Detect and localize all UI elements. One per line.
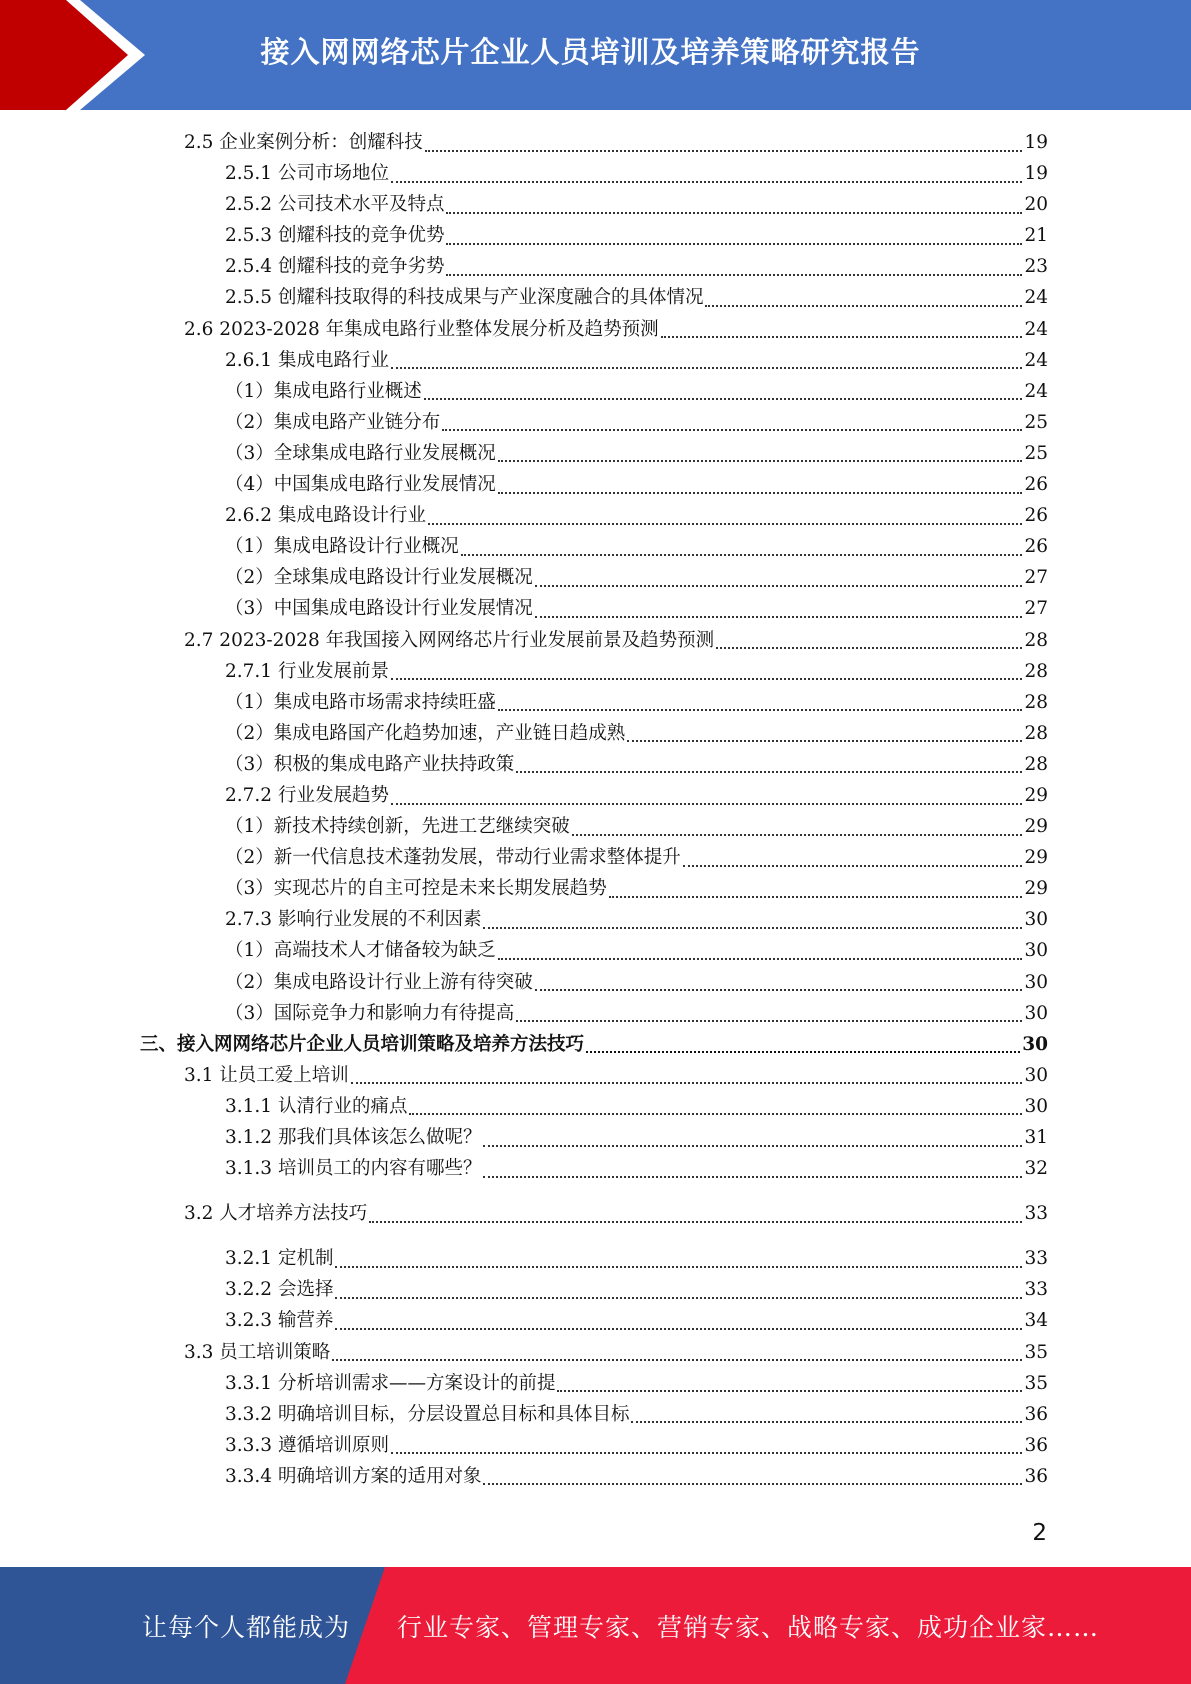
toc-entry[interactable] bbox=[140, 749, 1048, 780]
toc-entry-label: 三、接入网网络芯片企业人员培训策略及培养方法技巧 bbox=[140, 1033, 585, 1055]
toc-entry[interactable] bbox=[140, 935, 1048, 966]
toc-entry[interactable] bbox=[140, 998, 1048, 1029]
toc-entry[interactable] bbox=[140, 1153, 1048, 1184]
toc-entry[interactable] bbox=[140, 1274, 1048, 1305]
toc-entry-label: 3.3.2 明确培训目标，分层设置总目标和具体目标 bbox=[225, 1403, 630, 1425]
toc-entry-label: 2.5.1 公司市场地位 bbox=[225, 163, 389, 185]
toc-entry-label: （2）集成电路国产化趋势加速，产业链日趋成熟 bbox=[225, 722, 626, 744]
toc-dot-leader bbox=[335, 1297, 1022, 1299]
toc-entry[interactable] bbox=[140, 314, 1048, 345]
toc-entry-label: （2）新一代信息技术蓬勃发展，带动行业需求整体提升 bbox=[225, 847, 681, 869]
toc-dot-leader bbox=[335, 1266, 1022, 1268]
toc-entry-label: 2.7.1 行业发展前景 bbox=[225, 660, 389, 682]
toc-entry-page: 30 bbox=[1024, 1064, 1048, 1086]
toc-dot-leader bbox=[609, 896, 1023, 898]
toc-entry-label: 2.7.3 影响行业发展的不利因素 bbox=[225, 909, 482, 931]
toc-entry-label: （3）实现芯片的自主可控是未来长期发展趋势 bbox=[225, 878, 607, 900]
toc-dot-leader bbox=[705, 305, 1022, 307]
toc-entry-label: （2）集成电路设计行业上游有待突破 bbox=[225, 971, 533, 993]
toc-entry-page: 24 bbox=[1024, 349, 1048, 371]
toc-entry-label: （3）国际竞争力和影响力有待提高 bbox=[225, 1002, 515, 1024]
toc-entry-label: 2.6.2 集成电路设计行业 bbox=[225, 505, 426, 527]
toc-entry-label: 3.2.2 会选择 bbox=[225, 1279, 334, 1301]
toc-entry[interactable] bbox=[140, 1368, 1048, 1399]
toc-entry-page: 27 bbox=[1024, 567, 1048, 589]
toc-dot-leader bbox=[446, 212, 1022, 214]
toc-dot-leader bbox=[572, 834, 1023, 836]
toc-entry-label: （1）集成电路行业概述 bbox=[225, 380, 422, 402]
report-title: 接入网网络芯片企业人员培训及培养策略研究报告 bbox=[260, 34, 921, 69]
toc-entry[interactable] bbox=[140, 1122, 1048, 1153]
toc-dot-leader bbox=[483, 1145, 1022, 1147]
toc-entry[interactable] bbox=[140, 625, 1048, 656]
toc-entry-page: 19 bbox=[1024, 132, 1048, 153]
toc-entry-label: 3.2.1 定机制 bbox=[225, 1248, 334, 1270]
toc-entry-label: （1）高端技术人才储备较为缺乏 bbox=[225, 940, 496, 962]
toc-entry[interactable] bbox=[140, 842, 1048, 873]
toc-entry-page: 36 bbox=[1024, 1465, 1048, 1487]
toc-entry-label: 3.1.2 那我们具体该怎么做呢？ bbox=[225, 1127, 482, 1148]
toc-entry-page: 20 bbox=[1024, 194, 1048, 216]
toc-entry-label: 3.1.1 认清行业的痛点 bbox=[225, 1095, 408, 1117]
toc-entry-page: 23 bbox=[1024, 256, 1048, 278]
toc-entry-label: 3.3.3 遵循培训原则 bbox=[225, 1434, 389, 1456]
toc-entry-label: 3.3.4 明确培训方案的适用对象 bbox=[225, 1465, 482, 1487]
toc-entry-label: 2.5.3 创耀科技的竞争优势 bbox=[225, 225, 445, 247]
toc-entry-page: 34 bbox=[1024, 1310, 1048, 1332]
toc-entry[interactable] bbox=[140, 593, 1048, 624]
toc-dot-leader bbox=[351, 1082, 1023, 1084]
toc-entry[interactable] bbox=[140, 873, 1048, 904]
toc-entry[interactable] bbox=[140, 687, 1048, 718]
toc-dot-leader bbox=[683, 865, 1023, 867]
toc-entry-page: 19 bbox=[1024, 163, 1048, 185]
toc-entry-page: 29 bbox=[1024, 878, 1048, 900]
toc-entry[interactable] bbox=[140, 158, 1048, 189]
toc-entry[interactable] bbox=[140, 1198, 1048, 1229]
toc-entry[interactable] bbox=[140, 345, 1048, 376]
toc-entry-label: 3.2 人才培养方法技巧 bbox=[184, 1203, 368, 1225]
toc-dot-leader bbox=[498, 709, 1023, 711]
toc-entry[interactable] bbox=[140, 1399, 1048, 1430]
footer-slogan-left: 让每个人都能成为 bbox=[142, 1612, 351, 1642]
toc-entry-label: 3.1.3 培训员工的内容有哪些？ bbox=[225, 1158, 482, 1180]
toc-entry[interactable] bbox=[140, 1029, 1048, 1060]
toc-entry-page: 29 bbox=[1024, 816, 1048, 838]
toc-entry-label: 2.5 企业案例分析：创耀科技 bbox=[184, 132, 423, 153]
toc-dot-leader bbox=[631, 1421, 1022, 1423]
toc-entry-page: 28 bbox=[1024, 629, 1048, 651]
toc-dot-leader bbox=[369, 1221, 1022, 1223]
toc-dot-leader bbox=[498, 460, 1023, 462]
toc-dot-leader bbox=[498, 958, 1023, 960]
toc-dot-leader bbox=[391, 803, 1022, 805]
toc-entry[interactable] bbox=[140, 1305, 1048, 1336]
toc-entry[interactable] bbox=[140, 811, 1048, 842]
toc-entry[interactable] bbox=[140, 656, 1048, 687]
toc-entry-page: 28 bbox=[1024, 722, 1048, 744]
toc-entry-label: 3.1 让员工爱上培训 bbox=[184, 1064, 349, 1086]
toc-entry-page: 28 bbox=[1024, 691, 1048, 713]
toc-entry-page: 30 bbox=[1024, 1095, 1048, 1117]
toc-entry[interactable] bbox=[140, 376, 1048, 407]
toc-entry-label: （1）集成电路市场需求持续旺盛 bbox=[225, 691, 496, 713]
toc-entry-page: 31 bbox=[1024, 1127, 1048, 1148]
toc-entry[interactable] bbox=[140, 407, 1048, 438]
toc-dot-leader bbox=[535, 585, 1023, 587]
toc-dot-leader bbox=[446, 274, 1022, 276]
toc-entry[interactable] bbox=[140, 562, 1048, 593]
toc-entry-label: （4）中国集成电路行业发展情况 bbox=[225, 474, 496, 496]
toc-entry-page: 26 bbox=[1024, 474, 1048, 496]
toc-entry-page: 24 bbox=[1024, 380, 1048, 402]
page-header bbox=[0, 0, 1191, 110]
toc-dot-leader bbox=[661, 336, 1023, 338]
toc-entry-page: 29 bbox=[1024, 784, 1048, 806]
toc-entry[interactable] bbox=[140, 967, 1048, 998]
toc-entry-page: 33 bbox=[1024, 1279, 1048, 1301]
toc-entry-page: 25 bbox=[1024, 442, 1048, 464]
toc-dot-leader bbox=[332, 1359, 1022, 1361]
toc-dot-leader bbox=[428, 523, 1022, 525]
toc-dot-leader bbox=[424, 398, 1023, 400]
toc-entry-label: 2.7 2023-2028 年我国接入网网络芯片行业发展前景及趋势预测 bbox=[184, 629, 715, 651]
toc-entry-page: 35 bbox=[1024, 1372, 1048, 1394]
toc-dot-leader bbox=[461, 554, 1023, 556]
page-number: 2 bbox=[1032, 1520, 1047, 1546]
toc-entry-page: 30 bbox=[1024, 1002, 1048, 1024]
toc-entry-page: 26 bbox=[1024, 505, 1048, 527]
toc-entry-page: 24 bbox=[1024, 287, 1048, 309]
toc-dot-leader bbox=[498, 492, 1023, 494]
toc-dot-leader bbox=[483, 927, 1022, 929]
toc-entry[interactable] bbox=[140, 438, 1048, 469]
toc-entry[interactable] bbox=[140, 469, 1048, 500]
toc-entry-label: 3.3.1 分析培训需求——方案设计的前提 bbox=[225, 1372, 556, 1394]
toc-dot-leader bbox=[716, 647, 1022, 649]
toc-entry-label: 3.2.3 输营养 bbox=[225, 1310, 334, 1332]
toc-entry[interactable] bbox=[140, 500, 1048, 531]
toc-entry[interactable] bbox=[140, 1060, 1048, 1091]
page-footer bbox=[0, 1567, 1191, 1684]
toc-dot-leader bbox=[391, 367, 1022, 369]
toc-entry[interactable] bbox=[140, 282, 1048, 313]
toc-entry-page: 26 bbox=[1024, 536, 1048, 558]
toc-entry-page: 21 bbox=[1024, 225, 1048, 247]
toc-entry-page: 28 bbox=[1024, 753, 1048, 775]
toc-entry[interactable] bbox=[140, 189, 1048, 220]
toc-entry-page: 32 bbox=[1024, 1158, 1048, 1180]
toc-dot-leader bbox=[535, 989, 1023, 991]
toc-entry-page: 28 bbox=[1024, 660, 1048, 682]
toc-entry-label: 2.5.4 创耀科技的竞争劣势 bbox=[225, 256, 445, 278]
toc-entry-page: 30 bbox=[1022, 1033, 1048, 1055]
toc-entry[interactable] bbox=[140, 1430, 1048, 1461]
toc-entry-page: 24 bbox=[1024, 318, 1048, 340]
toc-dot-leader bbox=[586, 1051, 1020, 1053]
toc-entry[interactable] bbox=[140, 1243, 1048, 1274]
toc-entry-page: 36 bbox=[1024, 1434, 1048, 1456]
toc-entry[interactable] bbox=[140, 780, 1048, 811]
table-of-contents bbox=[140, 127, 1048, 1492]
toc-dot-leader bbox=[409, 1113, 1022, 1115]
toc-dot-leader bbox=[516, 1020, 1022, 1022]
toc-entry-page: 36 bbox=[1024, 1403, 1048, 1425]
toc-entry-page: 35 bbox=[1024, 1341, 1048, 1363]
toc-entry[interactable] bbox=[140, 1091, 1048, 1122]
toc-entry-label: （1）集成电路设计行业概况 bbox=[225, 536, 459, 558]
toc-entry-label: （2）全球集成电路设计行业发展概况 bbox=[225, 567, 533, 589]
toc-entry-label: （3）全球集成电路行业发展概况 bbox=[225, 442, 496, 464]
toc-entry[interactable] bbox=[140, 531, 1048, 562]
toc-entry-label: （3）中国集成电路设计行业发展情况 bbox=[225, 598, 533, 620]
toc-dot-leader bbox=[442, 429, 1022, 431]
toc-dot-leader bbox=[627, 740, 1022, 742]
toc-entry-page: 33 bbox=[1024, 1203, 1048, 1225]
toc-dot-leader bbox=[425, 150, 1023, 152]
toc-entry-page: 30 bbox=[1024, 971, 1048, 993]
footer-slogan-right: 行业专家、管理专家、营销专家、战略专家、成功企业家…… bbox=[397, 1612, 1100, 1642]
toc-dot-leader bbox=[391, 181, 1022, 183]
toc-entry-label: 2.6 2023-2028 年集成电路行业整体发展分析及趋势预测 bbox=[184, 318, 659, 340]
toc-dot-leader bbox=[483, 1483, 1022, 1485]
toc-entry[interactable] bbox=[140, 1337, 1048, 1368]
toc-dot-leader bbox=[391, 678, 1022, 680]
toc-entry-page: 30 bbox=[1024, 909, 1048, 931]
toc-entry[interactable] bbox=[140, 220, 1048, 251]
toc-entry[interactable] bbox=[140, 1461, 1048, 1492]
toc-dot-leader bbox=[483, 1176, 1022, 1178]
toc-dot-leader bbox=[335, 1328, 1022, 1330]
toc-entry[interactable] bbox=[140, 718, 1048, 749]
toc-entry-page: 30 bbox=[1024, 940, 1048, 962]
toc-entry-label: 3.3 员工培训策略 bbox=[184, 1341, 331, 1363]
toc-dot-leader bbox=[391, 1452, 1022, 1454]
toc-entry[interactable] bbox=[140, 904, 1048, 935]
toc-entry-label: （2）集成电路产业链分布 bbox=[225, 411, 441, 433]
toc-entry-label: 2.7.2 行业发展趋势 bbox=[225, 784, 389, 806]
toc-entry-label: （3）积极的集成电路产业扶持政策 bbox=[225, 753, 515, 775]
toc-entry[interactable] bbox=[140, 251, 1048, 282]
toc-entry-label: 2.5.5 创耀科技取得的科技成果与产业深度融合的具体情况 bbox=[225, 287, 704, 309]
header-arrow-decoration bbox=[0, 0, 160, 110]
toc-entry-page: 25 bbox=[1024, 411, 1048, 433]
toc-entry-page: 33 bbox=[1024, 1248, 1048, 1270]
toc-entry-label: 2.6.1 集成电路行业 bbox=[225, 349, 389, 371]
toc-dot-leader bbox=[516, 771, 1022, 773]
toc-entry-page: 29 bbox=[1024, 847, 1048, 869]
toc-entry[interactable] bbox=[140, 127, 1048, 158]
toc-entry-page: 27 bbox=[1024, 598, 1048, 620]
toc-dot-leader bbox=[557, 1390, 1022, 1392]
toc-entry-label: （1）新技术持续创新，先进工艺继续突破 bbox=[225, 816, 570, 838]
toc-dot-leader bbox=[446, 243, 1022, 245]
toc-entry-label: 2.5.2 公司技术水平及特点 bbox=[225, 194, 445, 216]
toc-dot-leader bbox=[535, 616, 1023, 618]
